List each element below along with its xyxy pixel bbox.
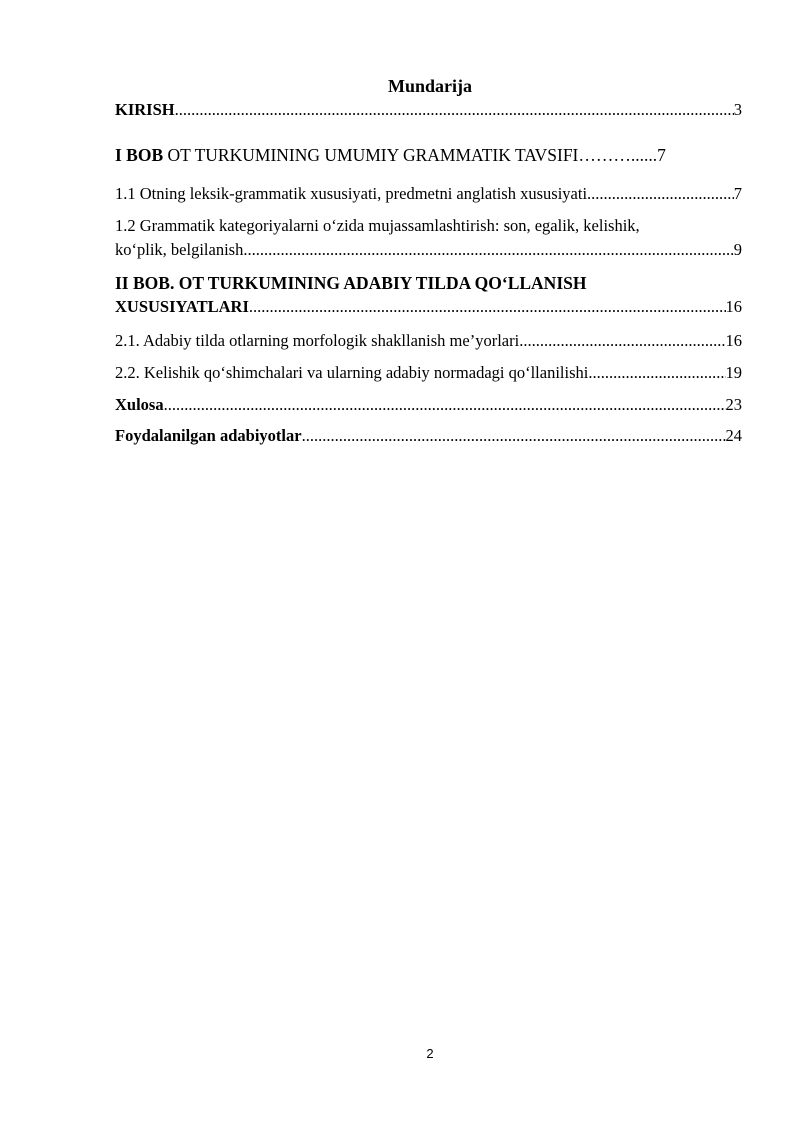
toc-entry-xulosa[interactable] — [115, 393, 742, 417]
toc-page-number: 9 — [733, 240, 742, 259]
toc-entry-adabiyotlar[interactable] — [115, 424, 742, 448]
toc-entry-2-2[interactable] — [115, 361, 742, 385]
toc-entry-1-1[interactable] — [115, 182, 742, 206]
toc-entry-text: 2.2. Kelishik qo‘shimchalari va ularning adabiy normadagi qo‘llanilishi — [115, 363, 589, 382]
toc-page-number: 7 — [733, 184, 742, 203]
toc-entry-kirish[interactable] — [115, 98, 742, 122]
toc-entry-lead: Xulosa — [115, 395, 164, 414]
page-title: Mundarija — [387, 76, 472, 96]
toc-entry-text: OT TURKUMINING UMUMIY GRAMMATIK TAVSIFI………...... — [163, 145, 658, 165]
toc-leader-dots — [519, 329, 725, 353]
toc-page-number: 16 — [725, 331, 742, 350]
toc-page-number: 3 — [733, 100, 742, 119]
toc-page-number: 24 — [725, 426, 742, 445]
toc-entry-1-2[interactable] — [115, 214, 742, 262]
toc-entry-text-line1: 1.2 Grammatik kategoriyalarni o‘zida mujassamlashtirish: son, egalik, kelishik, — [115, 216, 640, 235]
toc-entry-chapter-1[interactable] — [115, 143, 742, 167]
toc-leader-dots — [302, 424, 726, 448]
toc-entry-chapter-2[interactable] — [115, 271, 742, 319]
toc-leader-dots — [164, 393, 726, 417]
toc-page-number: 19 — [725, 363, 742, 382]
toc-entry-lead: XUSUSIYATLARI — [115, 297, 249, 316]
toc-leader-dots — [249, 295, 726, 319]
toc-leader-dots — [587, 182, 734, 206]
toc-page-number: 7 — [657, 145, 666, 165]
toc-entry-text: 1.1 Otning leksik-grammatik xususiyati, predmetni anglatish xususiyati — [115, 184, 588, 203]
toc-page-number: 16 — [725, 297, 742, 316]
toc-leader-dots — [588, 361, 725, 385]
toc-entry-text-line1: II BOB. OT TURKUMINING ADABIY TILDA QO‘LLANISH — [115, 273, 587, 293]
page-number: 2 — [426, 1046, 434, 1061]
toc-entry-text: 2.1. Adabiy tilda otlarning morfologik shakllanish me’yorlari — [115, 331, 520, 350]
toc-entry-lead: KIRISH — [115, 100, 175, 119]
toc-page-number: 23 — [725, 395, 742, 414]
toc-entry-lead: I BOB — [115, 145, 164, 165]
toc-entry-lead: Foydalanilgan adabiyotlar — [115, 426, 302, 445]
toc-entry-text: ko‘plik, belgilanish — [115, 240, 244, 259]
toc-leader-dots — [243, 238, 733, 262]
toc-entry-2-1[interactable] — [115, 329, 742, 353]
toc-leader-dots — [175, 98, 734, 122]
